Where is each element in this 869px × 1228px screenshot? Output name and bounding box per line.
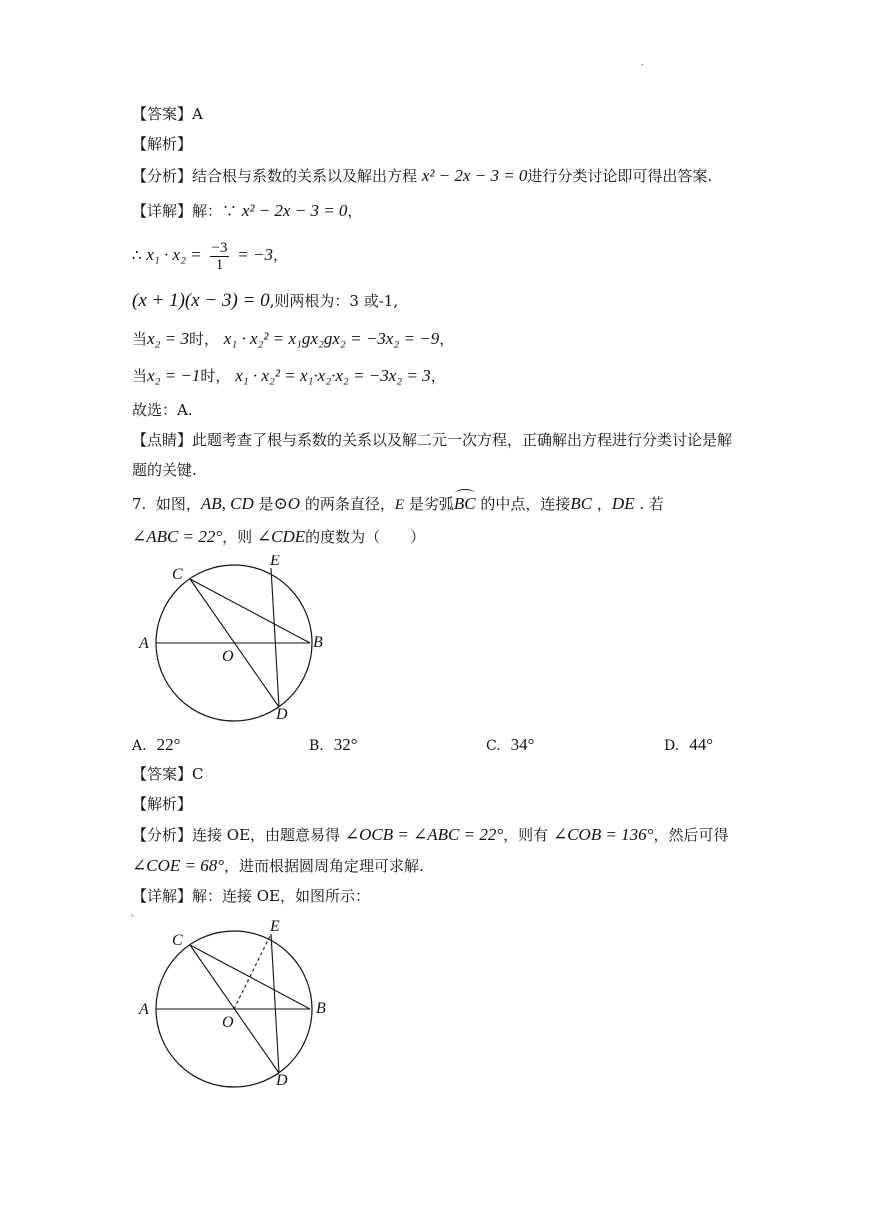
q6-xiangjie-line-5: 当x₂ = −1时， x₁ · x₂² = x₁·x₂·x₂ = −3x₂ = 3， [132, 366, 446, 385]
q7-stem-line-1: 7. 如图，AB, CD 是⊙O 的两条直径，E 是劣弧BC 的中点，连接BC ，DE . 若 [132, 494, 664, 513]
arc-bc: BC [453, 494, 476, 513]
chord-de [271, 934, 279, 1073]
q6-dianjing-line-1: 【点睛】此题考查了根与系数的关系以及解二元一次方程，正确解出方程进行分类讨论是解 [132, 431, 733, 449]
label-d: D [276, 706, 288, 723]
q7-fenxi-line-2: ∠COE = 68°，进而根据圆周角定理可求解. [132, 856, 424, 875]
option-a: A. 22° [132, 735, 181, 754]
q6-answer: A [192, 105, 203, 123]
label-a: A [139, 635, 149, 652]
small-mark: - [131, 911, 134, 920]
q7-xiangjie-line: 【详解】解：连接 OE，如图所示： [132, 887, 371, 905]
option-d: D. 44° [664, 735, 713, 754]
q6-xiangjie-line-1: 【详解】解：∵ x² − 2x − 3 = 0， [132, 201, 363, 220]
q7-number: 7. [132, 495, 147, 513]
label-e: E [270, 920, 280, 935]
q7-figure [130, 555, 340, 725]
label-b: B [313, 634, 323, 651]
q6-fenxi-equation: x² − 2x − 3 = 0 [421, 166, 528, 185]
option-c: C. 34° [486, 735, 535, 754]
label-o: O [222, 1014, 234, 1031]
q7-fenxi-line-1: 【分析】连接 OE，由题意易得 ∠OCB = ∠ABC = 22°，则有 ∠COB = 136°，然后可得 [132, 825, 729, 844]
q7-answer: C [192, 765, 204, 783]
header-mark: . [641, 58, 644, 67]
q6-xiangjie-line-2: ∴ x₁ · x₂ = $\frac{-3}{1}$ = −3， [132, 239, 288, 273]
label-d: D [276, 1072, 288, 1089]
q7-solution-figure [130, 920, 340, 1095]
fraction: $\frac{-3}{1}$ [211, 239, 228, 273]
label-e: E [270, 555, 280, 569]
q6-choose: 故选：A. [132, 401, 193, 419]
q6-answer-line: 【答案】A [132, 105, 203, 123]
option-b: B. 32° [309, 735, 358, 754]
label-c: C [172, 566, 183, 583]
q6-xiangjie-line-3: (x + 1)(x − 3) = 0,则两根为：3 或-1, [132, 290, 399, 311]
q7-analysis-title: 【解析】 [132, 795, 193, 813]
label-b: B [316, 1000, 326, 1017]
chord-bc [190, 579, 310, 643]
q7-answer-line: 【答案】C [132, 765, 204, 783]
q6-analysis-title: 【解析】 [132, 135, 193, 153]
label-o: O [222, 648, 234, 665]
chord-bc [190, 945, 310, 1009]
label-c: C [172, 932, 183, 949]
label-a: A [139, 1001, 149, 1018]
q6-fenxi-line: 【分析】结合根与系数的关系以及解出方程 x² − 2x − 3 = 0进行分类讨论即可得出答案. [132, 166, 713, 185]
q6-dianjing-line-2: 题的关键. [132, 461, 197, 479]
q6-xiangjie-line-4: 当x₂ = 3时， x₁ · x₂² = x₁gx₂gx₂ = −3x₂ = −9， [132, 329, 455, 348]
chord-de [271, 568, 279, 707]
q7-stem-line-2: ∠ABC = 22°，则 ∠CDE的度数为（ ） [132, 527, 426, 546]
